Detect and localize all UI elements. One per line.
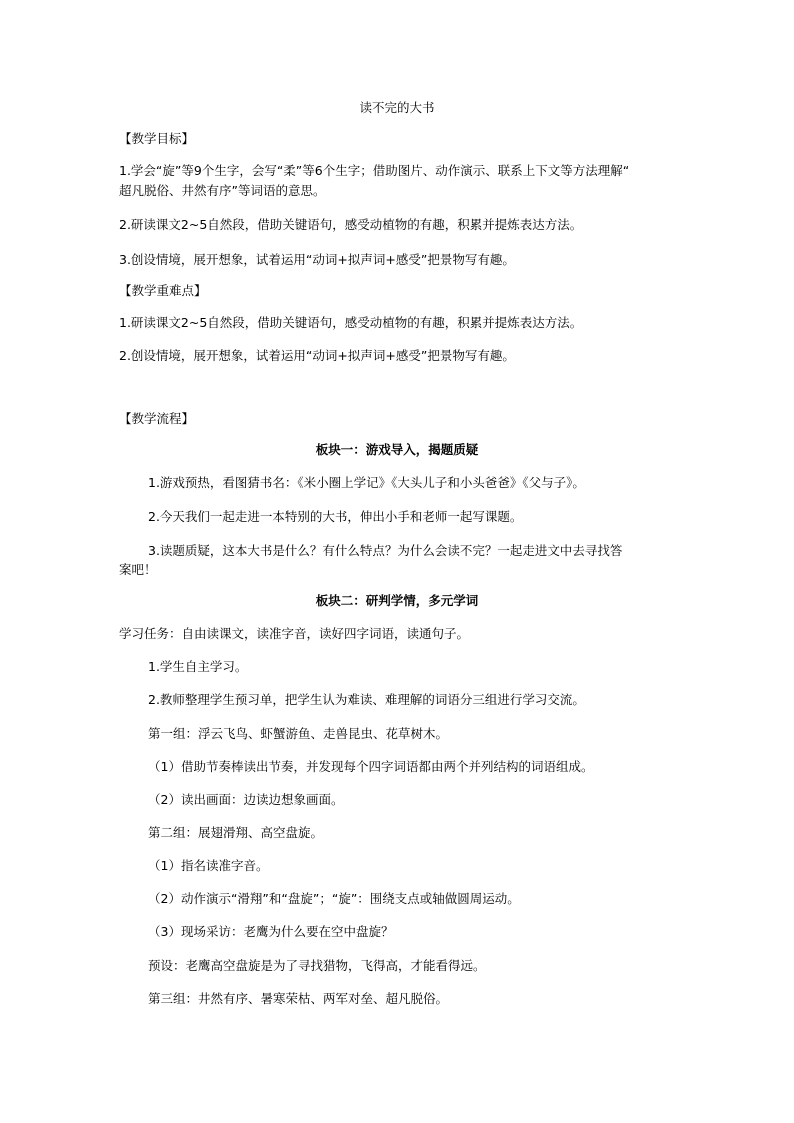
- page-title: 读不完的大书: [359, 100, 435, 115]
- block1-item-2: 2.今天我们一起走进一本特别的大书，伸出小手和老师一起写课题。: [148, 509, 523, 524]
- group-1-step-1: （1）借助节奏棒读出节奏，并发现每个四字词语都由两个并列结构的词语组成。: [148, 759, 594, 774]
- key-2: 2.创设情境，展开想象，试着运用“动词+拟声词+感受”把景物写有趣。: [119, 348, 515, 363]
- goal-1-line-2: 超凡脱俗、井然有序”等词语的意思。: [119, 183, 326, 198]
- group-2-step-1: （1）指名读准字音。: [148, 858, 269, 873]
- goals-heading: 【教学目标】: [119, 131, 195, 146]
- block1-item-1: 1.游戏预热，看图猜书名：《米小圈上学记》《大头儿子和小头爸爸》《父与子》。: [148, 475, 585, 490]
- goal-1-line-1: 1.学会“旋”等9个生字，会写“柔”等6个生字；借助图片、动作演示、联系上下文等方法理解“: [119, 163, 630, 178]
- goal-2: 2.研读课文2~5自然段，借助关键语句，感受动植物的有趣，积累并提炼表达方法。: [119, 217, 583, 232]
- group-1-step-2: （2）读出画面：边读边想象画面。: [148, 792, 344, 807]
- block2-task: 学习任务：自由读课文，读准字音，读好四字词语，读通句子。: [119, 626, 470, 641]
- block1-item-3-line-1: 3.读题质疑，这本大书是什么？有什么特点？为什么会读不完？一起走进文中去寻找答: [148, 543, 623, 558]
- group-2-preset: 预设：老鹰高空盘旋是为了寻找猎物，飞得高，才能看得远。: [148, 958, 486, 973]
- block2-item-1: 1.学生自主学习。: [148, 659, 248, 674]
- block1-item-3-line-2: 案吧！: [119, 562, 157, 577]
- block1-title: 板块一：游戏导入，揭题质疑: [315, 442, 479, 457]
- block2-item-2: 2.教师整理学生预习单，把学生认为难读、难理解的词语分三组进行学习交流。: [148, 692, 585, 707]
- group-3: 第三组：井然有序、暑寒荣枯、两军对垒、超凡脱俗。: [148, 991, 449, 1006]
- group-2-step-2: （2）动作演示“滑翔”和“盘旋”；“旋”：围绕支点或轴做圆周运动。: [148, 891, 520, 906]
- key-1: 1.研读课文2~5自然段，借助关键语句，感受动植物的有趣，积累并提炼表达方法。: [119, 315, 583, 330]
- key-heading: 【教学重难点】: [119, 283, 207, 298]
- group-2-step-3: （3）现场采访：老鹰为什么要在空中盘旋？: [148, 924, 394, 939]
- group-2: 第二组：展翅滑翔、高空盘旋。: [148, 825, 324, 840]
- group-1: 第一组：浮云飞鸟、虾蟹游鱼、走兽昆虫、花草树木。: [148, 726, 449, 741]
- goal-3: 3.创设情境，展开想象，试着运用“动词+拟声词+感受”把景物写有趣。: [119, 252, 515, 267]
- block2-title: 板块二：研判学情，多元学词: [315, 593, 479, 608]
- flow-heading: 【教学流程】: [119, 411, 195, 426]
